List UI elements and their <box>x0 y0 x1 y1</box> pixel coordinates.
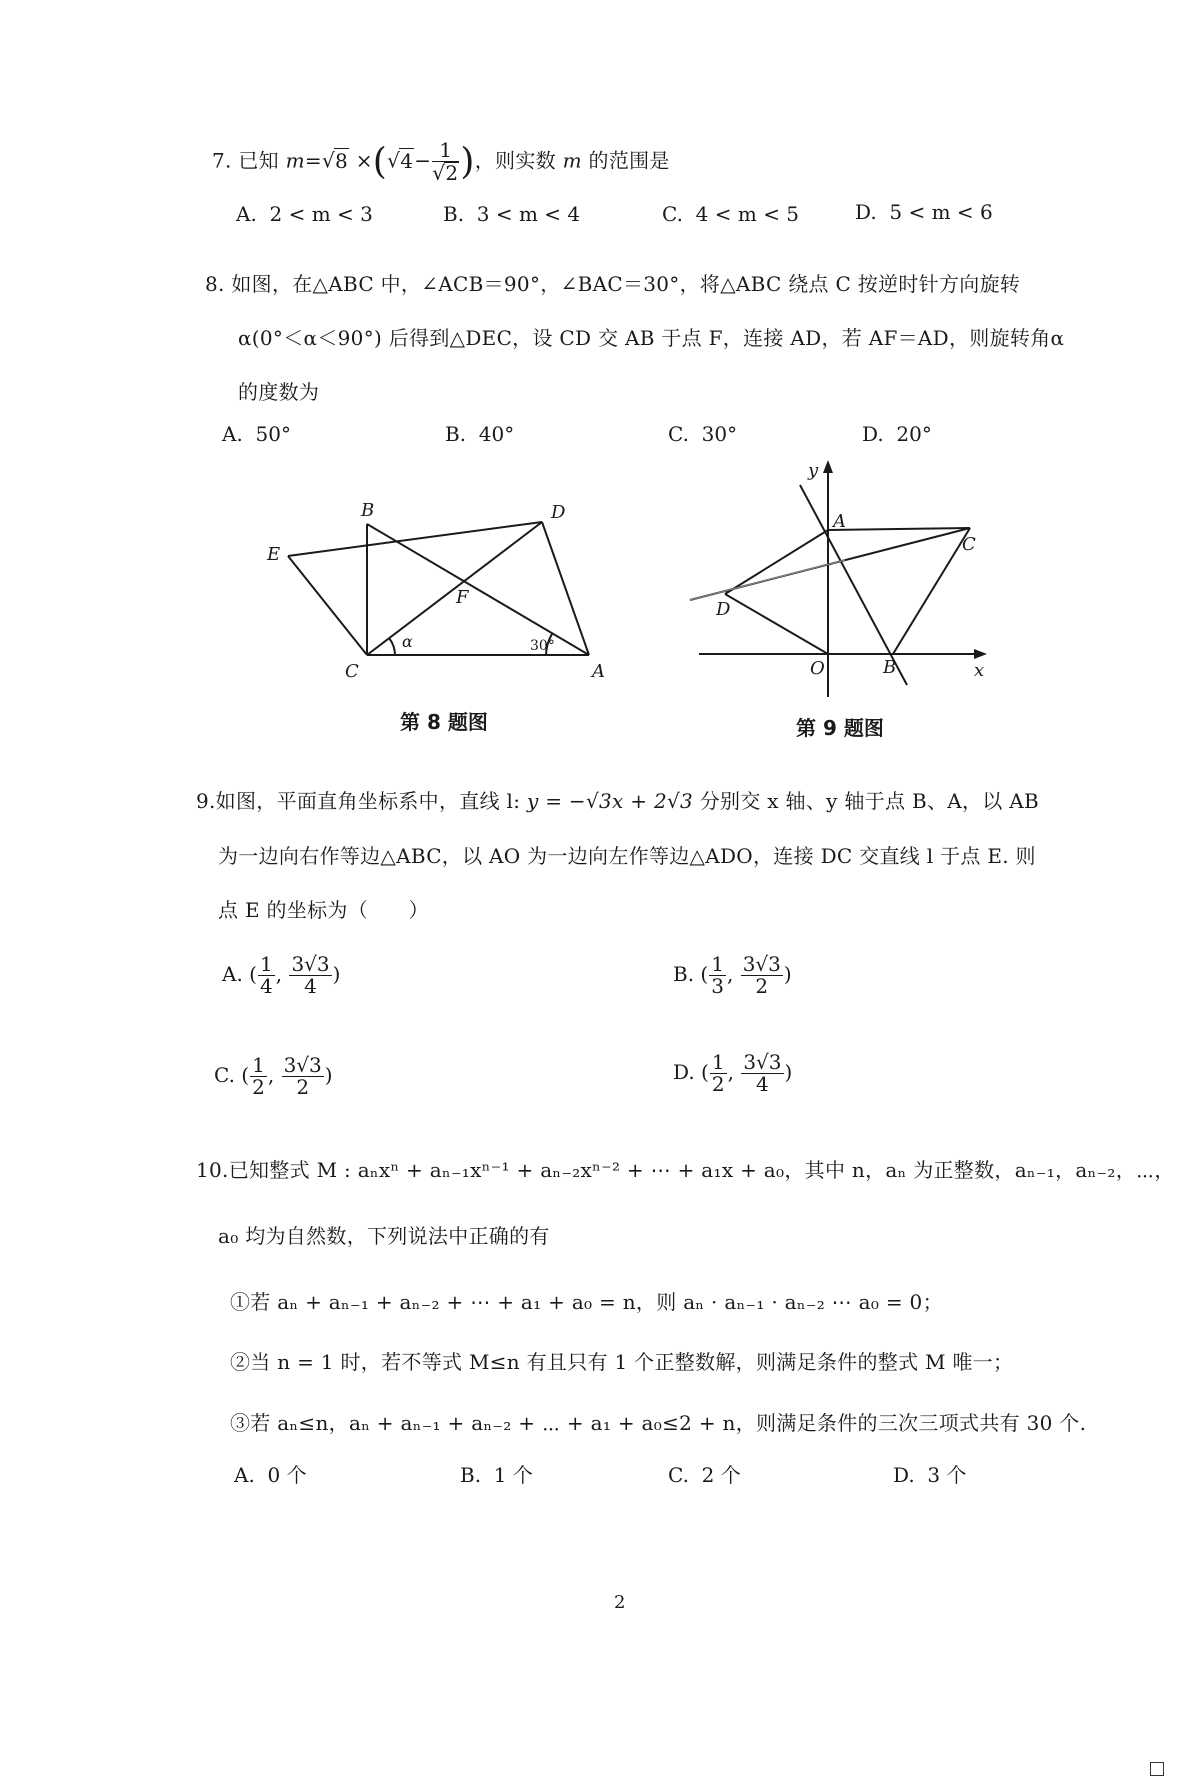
q7-times: × <box>355 148 373 173</box>
q8-option-d[interactable]: D. 20° <box>862 422 932 446</box>
label-x: x <box>974 660 985 681</box>
q8-figure-caption: 第 8 题图 <box>400 710 488 734</box>
q10-option-a[interactable]: A. 0 个 <box>234 1463 307 1487</box>
q7-var: m <box>285 148 305 173</box>
q7-frac-den: 2 <box>445 161 459 185</box>
q9-option-c[interactable]: C. ( $\frac{1}{2}$ , $\frac{3√3}{2}$ ) <box>214 1053 333 1099</box>
label-A: A <box>833 511 846 532</box>
q10-option-c[interactable]: C. 2 个 <box>668 1463 741 1487</box>
q7-frac-num: 1 <box>432 140 459 162</box>
y-axis-arrow <box>823 460 833 473</box>
q7-option-a[interactable]: A. 2 < m < 3 <box>236 202 373 226</box>
q8-option-b[interactable]: B. 40° <box>445 422 515 446</box>
q7-sqrt4: 4 <box>400 148 414 173</box>
label-alpha: α <box>402 632 413 651</box>
label-O: O <box>810 658 825 679</box>
qr-code-icon <box>1150 1762 1164 1776</box>
q7-tail: ，则实数 <box>474 148 556 173</box>
q10-stem-line2: a₀ 均为自然数，下列说法中正确的有 <box>218 1224 550 1248</box>
q9-stem-line2: 为一边向右作等边△ABC，以 AO 为一边向左作等边△ADO，连接 DC 交直线 l 于点 E. 则 <box>218 844 1036 868</box>
q7-tail2: 的范围是 <box>588 148 670 173</box>
q9-stem-line3: 点 E 的坐标为（ ） <box>218 898 429 922</box>
q8-option-a[interactable]: A. 50° <box>222 422 291 446</box>
q7-fraction: $\frac{1}{√2}$ <box>432 138 459 185</box>
q7-var-2: m <box>562 148 582 173</box>
label-A: A <box>592 661 605 682</box>
q9-option-a[interactable]: A. ( $\frac{1}{4}$ , $\frac{3√3}{4}$ ) <box>222 952 341 998</box>
page-number: 2 <box>614 1592 626 1613</box>
q10-stem-line1: 10.已知整式 M : aₙxⁿ + aₙ₋₁xⁿ⁻¹ + aₙ₋₂xⁿ⁻² + ⋯ + a₁x + a₀，其中 n，aₙ 为正整数，aₙ₋₁，aₙ₋₂，⋯， <box>196 1158 1175 1182</box>
segment-CB <box>893 528 970 654</box>
q9-line1a: 9.如图，平面直角坐标系中，直线 l: <box>196 789 527 813</box>
label-B: B <box>883 657 897 678</box>
q9-figure <box>0 0 1200 760</box>
q9-option-d[interactable]: D. ( $\frac{1}{2}$ , $\frac{3√3}{4}$ ) <box>673 1050 793 1096</box>
q9-option-b[interactable]: B. ( $\frac{1}{3}$ , $\frac{3√3}{2}$ ) <box>673 952 792 998</box>
label-F: F <box>456 587 469 608</box>
label-y: y <box>808 460 819 481</box>
q7-option-c[interactable]: C. 4 < m < 5 <box>662 202 800 226</box>
label-C: C <box>345 661 359 682</box>
label-E: E <box>267 544 281 565</box>
q7-option-d[interactable]: D. 5 < m < 6 <box>855 200 993 224</box>
q7-number: 7. <box>212 148 232 173</box>
segment-DO <box>725 594 828 654</box>
segment-DE-pencil <box>690 560 845 600</box>
q9-equation: y = −√3x + 2√3 <box>526 789 694 813</box>
q8-stem-line2: α(0°＜α＜90°) 后得到△DEC，设 CD 交 AB 于点 F，连接 AD，若 AF＝AD，则旋转角α <box>238 326 1065 350</box>
q10-statement-1: ①若 aₙ + aₙ₋₁ + aₙ₋₂ + ⋯ + a₁ + a₀ = n，则 aₙ · aₙ₋₁ · aₙ₋₂ ⋯ a₀ = 0； <box>230 1290 943 1314</box>
q7-option-b[interactable]: B. 3 < m < 4 <box>443 202 581 226</box>
q9-stem-line1 <box>196 785 1039 814</box>
q8-stem-line1: 8. 如图，在△ABC 中，∠ACB＝90°，∠BAC＝30°，将△ABC 绕点 C 按逆时针方向旋转 <box>205 272 1021 296</box>
q10-option-d[interactable]: D. 3 个 <box>893 1463 967 1487</box>
q7-stem: 7. 已知 m=√8 ×(√4− $\frac{1}{√2}$ )，则实数 m 的范围是 <box>212 138 670 185</box>
label-D: D <box>551 502 566 523</box>
q7-eq: = <box>304 148 322 173</box>
q8-stem-line3: 的度数为 <box>238 380 320 404</box>
x-axis-arrow <box>974 649 987 659</box>
q10-statement-2: ②当 n = 1 时，若不等式 M≤n 有且只有 1 个正整数解，则满足条件的整式 M 唯一； <box>230 1350 1014 1374</box>
q10-statement-3: ③若 aₙ≤n，aₙ + aₙ₋₁ + aₙ₋₂ + ⋯ + a₁ + a₀≤2 + n，则满足条件的三次三项式共有 30 个. <box>230 1411 1087 1435</box>
label-D: D <box>716 599 731 620</box>
label-C: C <box>962 534 976 555</box>
label-30: 30° <box>530 638 555 654</box>
q7-minus: − <box>414 148 432 173</box>
segment-AD <box>725 530 828 594</box>
q10-option-b[interactable]: B. 1 个 <box>460 1463 533 1487</box>
q8-option-c[interactable]: C. 30° <box>668 422 738 446</box>
segment-AC <box>828 528 970 530</box>
q9-line1b: 分别交 x 轴、y 轴于点 B、A，以 AB <box>693 789 1039 813</box>
q7-sqrt8: 8 <box>335 148 349 173</box>
q9-figure-caption: 第 9 题图 <box>796 716 884 740</box>
q7-lead: 已知 <box>238 148 279 173</box>
label-B: B <box>361 500 375 521</box>
